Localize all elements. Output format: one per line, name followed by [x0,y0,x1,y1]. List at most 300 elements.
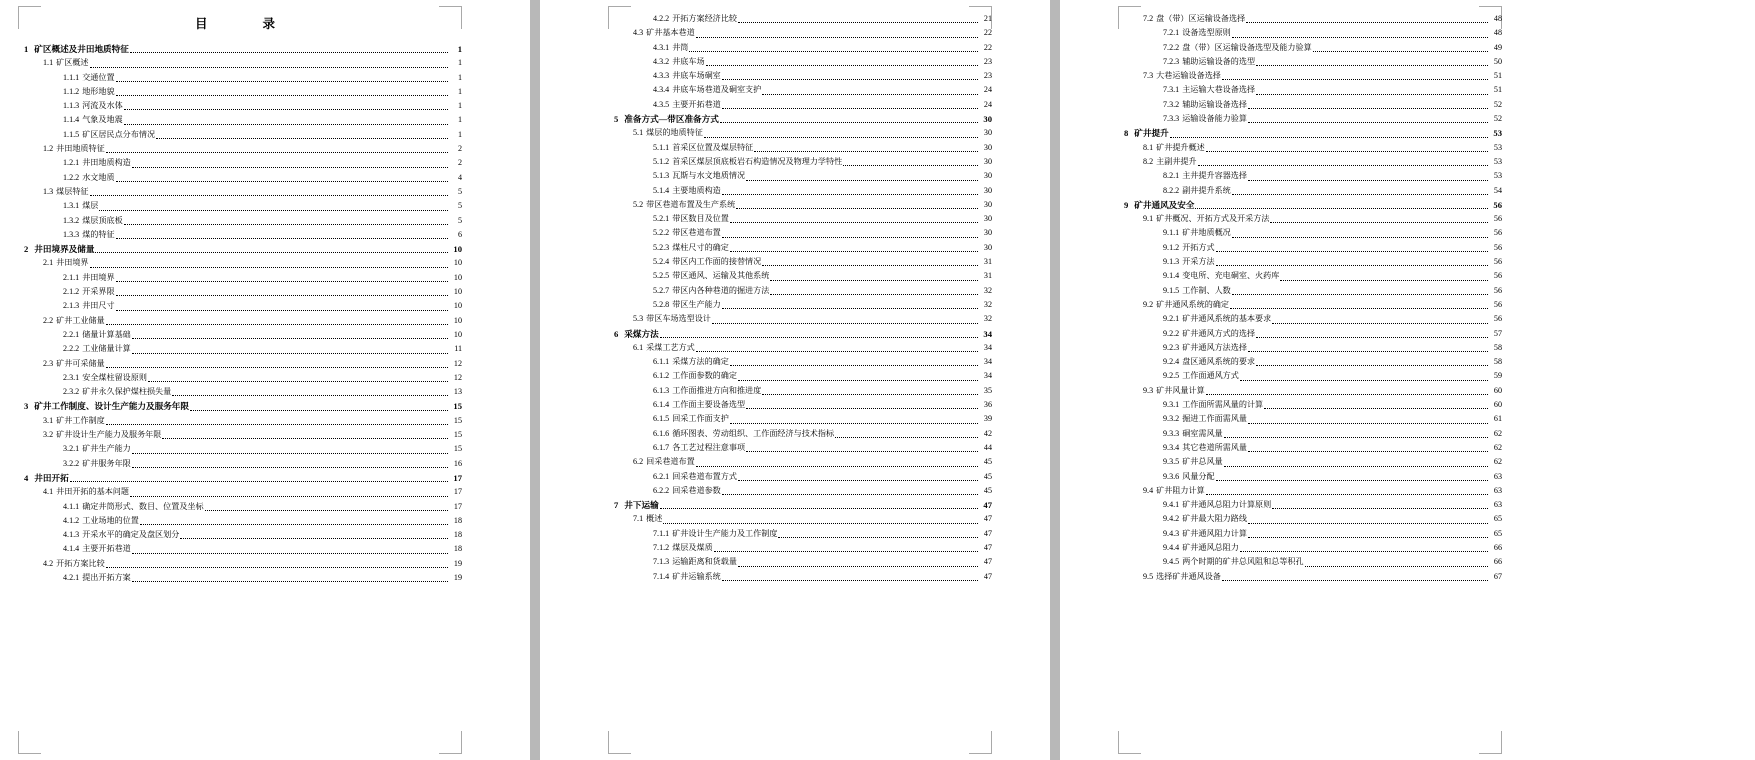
toc-entry-number: 9.2.2 [1163,328,1180,338]
toc-leader-dots [722,487,978,495]
toc-entry[interactable] [18,228,462,242]
toc-entry-page-number: 16 [453,458,462,468]
toc-leader-dots [132,574,448,582]
toc-entry[interactable] [608,412,992,426]
toc-entry[interactable] [608,98,992,112]
toc-entry[interactable] [18,357,462,371]
toc-leader-dots [1248,344,1488,352]
toc-leader-dots [116,303,448,311]
toc-entry[interactable] [1118,141,1502,155]
toc-leader-dots [1232,187,1488,195]
toc-entry[interactable] [1118,212,1502,226]
toc-entry-title: 井田开拓的基本问题 [56,487,129,497]
toc-entry[interactable] [1118,555,1502,569]
toc-entry[interactable] [608,155,992,169]
toc-entry-number: 9.1.5 [1163,285,1180,295]
toc-leader-dots [1256,358,1488,366]
toc-leader-dots [1272,316,1488,324]
toc-entry[interactable] [18,457,462,471]
toc-entry-number: 9.3.3 [1163,428,1180,438]
toc-leader-dots [99,203,448,211]
toc-entry-title: 准备方式—带区准备方式 [624,114,719,125]
toc-leader-dots [660,501,978,509]
toc-entry-number: 4.3 [633,28,644,38]
toc-entry-title: 气象及地震 [82,115,123,125]
toc-leader-dots [1264,401,1488,409]
toc-entry[interactable] [608,541,992,555]
toc-entry-page-number: 47 [983,542,992,552]
toc-leader-dots [190,403,448,411]
toc-entry[interactable] [18,142,462,156]
toc-entry[interactable] [18,471,462,485]
toc-entry[interactable] [18,171,462,185]
toc-leader-dots [1198,158,1488,166]
toc-entry-page-number: 53 [1493,171,1502,181]
toc-entry[interactable] [1118,341,1502,355]
toc-entry-page-number: 31 [983,257,992,267]
toc-entry-title: 工作面通风方式 [1182,371,1239,381]
toc-entry-title: 选择矿井通风设备 [1156,571,1221,581]
toc-entry-title: 运输设备能力验算 [1182,114,1247,124]
toc-leader-dots [722,230,978,238]
toc-entry-number: 9.4.3 [1163,528,1180,538]
toc-entry[interactable] [1118,427,1502,441]
toc-leader-dots [730,416,978,424]
toc-entry[interactable] [18,314,462,328]
toc-entry[interactable] [608,41,992,55]
toc-entry[interactable] [1118,455,1502,469]
toc-entry-number: 2.3 [43,358,54,368]
toc-entry-page-number: 17 [453,472,462,483]
toc-entry[interactable] [18,557,462,571]
toc-entry-number: 5.1.1 [653,142,670,152]
toc-entry-title: 辅助运输设备选择 [1182,99,1247,109]
toc-leader-dots [90,188,448,196]
toc-entry[interactable] [608,470,992,484]
toc-entry[interactable] [18,85,462,99]
toc-entry[interactable] [18,285,462,299]
toc-entry-number: 7.3.1 [1163,85,1180,95]
toc-entry[interactable] [608,269,992,283]
toc-entry-title: 大巷运输设备选择 [1156,71,1221,81]
toc-leader-dots [140,517,448,525]
toc-entry-page-number: 62 [1493,442,1502,452]
toc-entry-title: 矿井通风系统的确定 [1156,299,1229,309]
toc-entry[interactable] [18,242,462,256]
toc-entry[interactable] [608,212,992,226]
toc-entry-number: 7.2.2 [1163,42,1180,52]
toc-leader-dots [205,503,448,511]
toc-entry-page-number: 10 [453,287,462,297]
toc-entry[interactable] [1118,26,1502,40]
toc-entry-title: 工业储量计算 [82,344,131,354]
toc-entry[interactable] [18,500,462,514]
toc-entry-number: 6.1 [633,342,644,352]
toc-entry[interactable] [608,555,992,569]
toc-entry[interactable] [1118,55,1502,69]
toc-entry[interactable] [18,485,462,499]
toc-entry-number: 7.2.1 [1163,28,1180,38]
toc-entry[interactable] [18,371,462,385]
toc-leader-dots [124,117,448,125]
toc-entry-number: 2.1.2 [63,287,80,297]
toc-entry[interactable] [608,312,992,326]
toc-entry-page-number: 63 [1493,471,1502,481]
toc-leader-dots [180,531,448,539]
toc-entry[interactable] [608,169,992,183]
toc-entry-page-number: 51 [1493,71,1502,81]
toc-entry-number: 7.1.2 [653,542,670,552]
toc-leader-dots [762,87,978,95]
toc-leader-dots [722,573,978,581]
toc-entry[interactable] [608,284,992,298]
toc-entry[interactable] [18,328,462,342]
toc-entry-number: 9.3.2 [1163,414,1180,424]
toc-leader-dots [720,115,978,123]
toc-entry-title: 井筒 [672,42,689,52]
toc-entry-number: 9.3 [1143,385,1154,395]
toc-entry-page-number: 60 [1493,400,1502,410]
toc-entry[interactable] [608,484,992,498]
toc-leader-dots [95,245,448,253]
toc-entry[interactable] [1118,541,1502,555]
toc-leader-dots [663,516,978,524]
toc-entry[interactable] [18,442,462,456]
toc-entry[interactable] [1118,327,1502,341]
toc-entry[interactable] [608,126,992,140]
toc-entry[interactable] [1118,126,1502,140]
toc-leader-dots [746,401,978,409]
toc-leader-dots [730,358,978,366]
toc-entry[interactable] [1118,226,1502,240]
toc-entry-page-number: 47 [983,557,992,567]
toc-entry-title: 开采方法 [1182,257,1215,267]
toc-entry[interactable] [18,414,462,428]
toc-entry-number: 4 [24,472,29,483]
toc-entry-title: 回采巷道布置 [646,457,695,467]
toc-entry-page-number: 59 [1493,371,1502,381]
toc-entry-number: 7.2 [1143,14,1154,23]
toc-entry-number: 4.2.1 [63,572,80,582]
toc-entry-title: 开拓方案经济比较 [672,14,737,23]
toc-entry-title: 矿井设计生产能力及工作制度 [672,528,778,538]
toc-entry[interactable] [1118,369,1502,383]
toc-entry-page-number: 24 [983,85,992,95]
toc-entry-number: 9.4.5 [1163,557,1180,567]
toc-leader-dots [1256,58,1488,66]
toc-entry[interactable] [18,528,462,542]
toc-entry-number: 6.1.3 [653,385,670,395]
toc-entry[interactable] [18,113,462,127]
scroll-strip-2[interactable] [1050,0,1060,760]
toc-leader-dots [172,388,448,396]
toc-entry[interactable] [608,355,992,369]
toc-entry-title: 两个时期的矿井总风阻和总等积孔 [1182,557,1304,567]
toc-entry[interactable] [18,71,462,85]
toc-entry-title: 安全煤柱留设原则 [82,372,147,382]
toc-entry-number: 2.3.1 [63,372,80,382]
toc-entry-page-number: 10 [453,272,462,282]
document-page-3[interactable] [1100,0,1520,760]
toc-list-page-2 [608,12,992,584]
toc-entry[interactable] [608,427,992,441]
toc-entry-number: 9.3.4 [1163,442,1180,452]
toc-leader-dots [1232,30,1488,38]
toc-leader-dots [90,260,448,268]
toc-entry[interactable] [18,128,462,142]
toc-entry[interactable] [608,327,992,341]
toc-entry[interactable] [608,141,992,155]
toc-entry-title: 矿井最大阻力路线 [1182,514,1247,524]
toc-entry-page-number: 32 [983,314,992,324]
toc-leader-dots [106,317,448,325]
toc-entry-number: 8.2.2 [1163,185,1180,195]
toc-entry[interactable] [18,271,462,285]
toc-entry[interactable] [608,498,992,512]
toc-entry-page-number: 39 [983,414,992,424]
toc-entry-page-number: 30 [983,214,992,224]
toc-entry[interactable] [608,198,992,212]
toc-entry[interactable] [1118,255,1502,269]
toc-entry-title: 工作制、人数 [1182,285,1231,295]
toc-entry[interactable] [1118,83,1502,97]
toc-leader-dots [1216,258,1488,266]
toc-entry[interactable] [18,56,462,70]
toc-entry-page-number: 34 [983,328,992,339]
toc-entry[interactable] [608,512,992,526]
toc-leader-dots [1206,144,1488,152]
toc-entry-number: 9.2 [1143,299,1154,309]
toc-entry[interactable] [18,385,462,399]
toc-entry[interactable] [608,226,992,240]
toc-entry-title: 运输距离和货载量 [672,557,737,567]
toc-entry-number: 5.1.2 [653,156,670,166]
toc-entry-number: 1 [24,44,29,54]
toc-entry-number: 2.1.3 [63,301,80,311]
toc-entry-title: 开采水平的确定及盘区划分 [82,530,180,540]
toc-leader-dots [722,72,978,80]
viewer-right-margin [1520,0,1755,760]
toc-entry[interactable] [18,299,462,313]
toc-entry-number: 5.2.2 [653,228,670,238]
toc-entry[interactable] [608,527,992,541]
toc-entry-number: 6.2.1 [653,471,670,481]
toc-leader-dots [762,258,978,266]
toc-entry-page-number: 58 [1493,342,1502,352]
toc-entry[interactable] [1118,570,1502,584]
toc-leader-dots [1248,516,1488,524]
toc-entry-page-number: 63 [1493,500,1502,510]
toc-entry-title: 辅助运输设备的选型 [1182,56,1256,66]
scroll-strip-1[interactable] [530,0,540,760]
toc-entry[interactable] [18,399,462,413]
toc-entry-number: 6.1.6 [653,428,670,438]
page-gutter-1 [480,0,590,760]
toc-entry-number: 4.2 [43,558,54,568]
toc-leader-dots [132,446,448,454]
toc-leader-dots [132,346,448,354]
toc-entry-page-number: 6 [457,229,462,239]
toc-entry-title: 煤层的地质特征 [646,128,703,138]
toc-entry-title: 储量计算基础 [82,329,131,339]
toc-entry[interactable] [1118,269,1502,283]
toc-leader-dots [116,174,448,182]
toc-entry-page-number: 13 [453,387,462,397]
toc-leader-dots [1248,444,1488,452]
toc-leader-dots [1224,430,1488,438]
toc-entry[interactable] [18,428,462,442]
toc-entry[interactable] [608,384,992,398]
toc-entry[interactable] [1118,284,1502,298]
toc-entry[interactable] [608,26,992,40]
toc-entry[interactable] [1118,498,1502,512]
toc-entry[interactable] [608,255,992,269]
toc-leader-dots [1232,287,1488,295]
toc-entry-page-number: 22 [983,28,992,38]
toc-entry[interactable] [18,99,462,113]
toc-entry[interactable] [608,455,992,469]
toc-entry-number: 1.2.1 [63,158,80,168]
toc-leader-dots [730,244,978,252]
document-page-1[interactable] [0,0,480,760]
toc-entry-page-number: 62 [1493,428,1502,438]
toc-leader-dots [738,373,978,381]
toc-entry[interactable] [18,256,462,270]
toc-entry[interactable] [1118,441,1502,455]
toc-entry-number: 6.1.5 [653,414,670,424]
toc-entry-title: 盘（带）区运输设备选型及能力验算 [1182,42,1312,52]
toc-entry[interactable] [1118,312,1502,326]
toc-entry-title: 风量分配 [1182,471,1215,481]
toc-entry-page-number: 12 [453,358,462,368]
toc-entry-title: 主副井提升 [1156,156,1197,166]
toc-entry[interactable] [608,55,992,69]
toc-entry-number: 1.2.2 [63,172,80,182]
toc-entry-title: 首采区位置及煤层特征 [672,142,754,152]
toc-entry[interactable] [1118,169,1502,183]
toc-entry[interactable] [1118,241,1502,255]
toc-leader-dots [130,45,448,53]
toc-entry[interactable] [1118,384,1502,398]
toc-entry[interactable] [608,441,992,455]
toc-entry-number: 1.2 [43,144,54,154]
document-page-2[interactable] [590,0,1010,760]
toc-entry[interactable] [608,83,992,97]
toc-entry-page-number: 23 [983,71,992,81]
toc-entry-number: 3.1 [43,415,54,425]
toc-entry[interactable] [18,542,462,556]
toc-entry[interactable] [1118,41,1502,55]
toc-entry[interactable] [1118,398,1502,412]
toc-entry-number: 4.2.2 [653,14,670,23]
toc-entry-number: 5.2 [633,199,644,209]
toc-entry-number: 8 [1124,128,1129,139]
toc-entry[interactable] [608,69,992,83]
toc-entry-page-number: 34 [983,357,992,367]
toc-leader-dots [722,101,978,109]
toc-entry-number: 7.1.1 [653,528,670,538]
toc-entry-number: 1.1 [43,58,54,68]
toc-leader-dots [738,15,978,23]
toc-entry[interactable] [1118,69,1502,83]
toc-entry[interactable] [1118,355,1502,369]
toc-entry[interactable] [1118,527,1502,541]
toc-entry[interactable] [608,341,992,355]
toc-leader-dots [778,530,978,538]
toc-entry-number: 4.3.3 [653,71,670,81]
toc-entry[interactable] [608,398,992,412]
toc-entry-page-number: 12 [453,372,462,382]
toc-entry-title: 井田尺寸 [82,301,115,311]
toc-entry-page-number: 1 [457,86,462,96]
toc-entry-page-number: 56 [1493,299,1502,309]
toc-entry-title: 矿区概述 [56,58,89,68]
toc-entry-page-number: 54 [1493,185,1502,195]
toc-entry[interactable] [608,12,992,26]
toc-entry[interactable] [608,184,992,198]
toc-entry[interactable] [1118,512,1502,526]
toc-entry[interactable] [18,199,462,213]
toc-entry[interactable] [18,514,462,528]
toc-leader-dots [1280,273,1488,281]
toc-entry[interactable] [18,42,462,56]
toc-entry[interactable] [1118,198,1502,212]
toc-entry-page-number: 53 [1493,142,1502,152]
toc-leader-dots [1170,130,1488,138]
toc-entry[interactable] [1118,98,1502,112]
toc-leader-dots [156,131,448,139]
toc-entry[interactable] [18,214,462,228]
toc-entry-title: 煤层及煤质 [672,542,713,552]
toc-entry[interactable] [608,570,992,584]
toc-entry-page-number: 67 [1493,571,1502,581]
toc-entry-title: 矿井工作制度、设计生产能力及服务年限 [34,401,189,412]
toc-entry-page-number: 15 [453,401,462,412]
toc-entry[interactable] [18,342,462,356]
toc-entry-title: 主要开拓巷道 [672,99,721,109]
toc-entry-title: 变电所、充电硐室、火药库 [1182,271,1280,281]
toc-entry-page-number: 23 [983,56,992,66]
toc-entry[interactable] [1118,155,1502,169]
toc-leader-dots [1246,15,1488,23]
toc-entry-title: 矿井运输系统 [672,571,721,581]
toc-entry-page-number: 30 [983,128,992,138]
toc-entry[interactable] [18,571,462,585]
toc-entry[interactable] [608,241,992,255]
toc-entry[interactable] [1118,484,1502,498]
toc-entry-number: 4.1.2 [63,515,80,525]
toc-entry[interactable] [18,185,462,199]
toc-entry-title: 首采区煤层顶底板岩石构造情况及物理力学特性 [672,156,843,166]
toc-entry[interactable] [1118,412,1502,426]
toc-entry-title: 河流及水体 [82,101,123,111]
toc-entry[interactable] [1118,184,1502,198]
toc-leader-dots [1222,573,1488,581]
toc-entry-title: 矿井风量计算 [1156,385,1205,395]
toc-entry[interactable] [18,156,462,170]
toc-entry[interactable] [1118,298,1502,312]
toc-entry[interactable] [608,112,992,126]
toc-entry[interactable] [608,369,992,383]
toc-entry-page-number: 10 [453,258,462,268]
toc-entry[interactable] [1118,12,1502,26]
toc-leader-dots [116,231,448,239]
toc-entry-page-number: 30 [983,199,992,209]
toc-entry[interactable] [1118,112,1502,126]
toc-entry[interactable] [608,298,992,312]
toc-entry-number: 6 [614,328,619,339]
toc-entry[interactable] [1118,470,1502,484]
